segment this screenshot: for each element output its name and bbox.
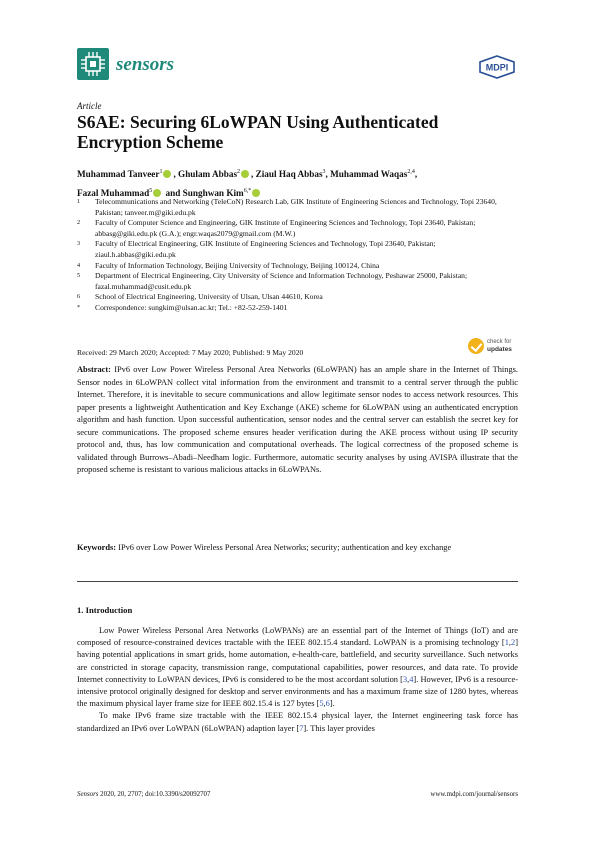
affiliation-item [77, 218, 517, 239]
text-run: ]. This layer provides [303, 723, 375, 733]
affiliation-list [77, 197, 517, 314]
correspondence-item [77, 303, 517, 314]
affiliation-item [77, 271, 517, 292]
affiliation-item [77, 197, 517, 218]
sensors-logo-icon [77, 48, 109, 80]
footer-citation [77, 791, 210, 798]
keywords [77, 542, 518, 555]
author[interactable]: Muhammad Waqas [330, 169, 408, 179]
citation-link[interactable]: 7 [299, 723, 304, 733]
checkmark-icon [468, 338, 484, 354]
footer-citation-text: 2020, 20, 2707; doi:10.3390/s20092707 [98, 791, 211, 798]
publication-dates: Received: 29 March 2020; Accepted: 7 May 2020; Published: 9 May 2020 [77, 348, 304, 357]
text-run: Low Power Wireless Personal Area Networks (LoWPANs) are an essential part of the Internet of Things (IoT) and are composed of resource-constrained devices tractable with the IEEE 802.15.4 standard. LoWPAN is a promising technology [ [77, 626, 518, 648]
mdpi-logo-text: MDPI [485, 62, 509, 73]
affiliation-number: 5 [77, 272, 81, 280]
text-run: , [323, 699, 326, 709]
abstract-label: Abstract: [77, 365, 111, 374]
text-run: , [407, 674, 410, 684]
correspondence-text: Correspondence: sungkim@ulsan.ac.kr; Tel.: +82-52-259-1401 [95, 302, 288, 312]
citation-link[interactable]: 5 [319, 699, 324, 709]
author-affiliation-sup: 6,* [243, 188, 252, 194]
citation-link[interactable]: 3 [402, 674, 408, 684]
footer-journal: Sensors [77, 791, 99, 798]
journal-header [77, 48, 517, 88]
author-affiliation-sup: 2,4 [407, 169, 415, 175]
affiliation-number: 1 [77, 198, 81, 205]
affiliation-item [77, 239, 517, 260]
author-separator: , [325, 169, 331, 179]
author-affiliation-sup: 3 [322, 169, 326, 175]
author-affiliation-sup: 5 [149, 188, 153, 194]
affiliation-item [77, 292, 517, 303]
introduction-body [77, 625, 518, 735]
text-run: To make IPv6 frame size tractable with the IEEE 802.15.4 physical layer, the Internet engineering task force has standardized an IPv6 over LoWPAN (6LoWPAN) adaption layer [ [77, 711, 518, 733]
keywords-label: Keywords: [77, 543, 117, 552]
affiliation-number: 4 [77, 261, 81, 269]
citation-link[interactable]: 2 [511, 638, 516, 648]
paper-title: S6AE: Securing 6LoWPAN Using Authenticated Encryption Scheme [77, 112, 439, 152]
affiliation-text: Department of Electrical Engineering, City University of Science and Information Technology, Peshawar 25000, Pakistan; fazal.muhammad@cusit.edu.pk [95, 271, 468, 291]
keywords-text: IPv6 over Low Power Wireless Personal Area Networks; security; authentication and key exchange [118, 543, 452, 552]
affiliation-number: 2 [77, 219, 81, 227]
citation-link[interactable]: 4 [409, 674, 414, 684]
orcid-icon[interactable] [163, 170, 171, 178]
author-affiliation-sup: 1 [159, 169, 163, 175]
section-divider [77, 581, 518, 582]
mdpi-logo-icon [477, 55, 517, 79]
affiliation-text: Faculty of Electrical Engineering, GIK Institute of Engineering Sciences and Technology, Topi 23640, Pakistan; ziaul.h.abbas@giki.edu.pk [95, 239, 436, 259]
journal-name: sensors [116, 54, 175, 75]
citation-link[interactable]: 6 [325, 699, 330, 709]
author[interactable]: Fazal Muhammad [77, 188, 150, 198]
orcid-icon[interactable] [153, 189, 161, 197]
affiliation-number: 3 [77, 240, 81, 248]
text-run: , [508, 638, 512, 648]
paragraph [77, 710, 518, 734]
check-updates-line2: updates [487, 346, 512, 353]
text-run: ]. [329, 699, 335, 709]
author[interactable]: Sunghwan Kim [182, 188, 244, 198]
paragraph [77, 625, 518, 710]
orcid-icon[interactable] [252, 189, 260, 197]
author[interactable]: Ghulam Abbas [178, 169, 238, 179]
affiliation-text: Faculty of Information Technology, Beijing University of Technology, Beijing 100124, China [95, 260, 380, 270]
text-run: ]. However, IPv6 is a resource-intensive protocol originally designed for desktop and server environments and has a maximum frame size of 1280 bytes, whereas the maximum physical layer frame size for IEEE 802.15.4 is 127 bytes [ [77, 674, 518, 709]
affiliation-text: Telecommunications and Networking (TeleCoN) Research Lab, GIK Institute of Engineering Sciences and Technology, Topi 23640, Pakistan; tanveer.m@giki.edu.pk [95, 197, 497, 217]
affiliation-text: Faculty of Computer Science and Engineering, GIK Institute of Engineering Sciences and Technology, Topi 23640, Pakistan; abbasg@giki.edu.pk (G.A.); engr.waqas2079@gmail.com (M.W.) [95, 218, 476, 238]
affiliation-number: * [77, 303, 81, 311]
affiliation-text: School of Electrical Engineering, University of Ulsan, Ulsan 44610, Korea [95, 292, 323, 302]
check-for-updates-badge[interactable] [468, 335, 518, 359]
author-separator: and [163, 188, 183, 198]
author-affiliation-sup: 2 [237, 169, 241, 175]
citation-link[interactable]: 1 [504, 638, 509, 648]
footer-url[interactable]: www.mdpi.com/journal/sensors [430, 791, 518, 798]
abstract-text: IPv6 over Low Power Wireless Personal Area Networks (6LoWPAN) has an ample share in the Internet of Things. Sensor nodes in 6LoWPAN collect vital information from the environment and transmit to a central server through the public Internet. Therefore, it is inevitable to secure communications and allow legitimate sensor nodes to access network resources. This paper presents a lightweight Authentication and Key Exchange (AKE) scheme for 6LoWPAN using an authenticated encryption algorithm and hash function. Upon successful authentication, sensor nodes and the central server can establish the secret key for secure communications. The proposed scheme ensures header verification during the AKE process without using IP security protocol and, thus, has low communication and computational overheads. The logical correctness of the proposed scheme is validated through Burrows–Abadi–Needham logic. Furthermore, automatic security analyses by using AVISPA illustrate that the proposed scheme is resistant to various malicious attacks in 6LoWPANs. [77, 365, 518, 475]
affiliation-number: 6 [77, 293, 81, 301]
article-type: Article [77, 101, 102, 111]
abstract [77, 364, 518, 477]
section-title: 1. Introduction [77, 605, 133, 615]
check-updates-line1: check for [487, 339, 512, 345]
author[interactable]: Muhammad Tanveer [77, 169, 160, 179]
orcid-icon[interactable] [241, 170, 249, 178]
author-separator: , [173, 169, 179, 179]
author-separator: , [251, 169, 256, 179]
affiliation-item [77, 261, 517, 272]
text-run: ] having potential applications in smart grids, home automation, e-health-care, battlefield, and security surveillance. Such networks are constricted in storage capacity, transmission range, computational capabilities, power resources, and data rate. To provide Internet connectivity to LoWPAN devices, IPv6 is considered to be the most accordant solution [ [77, 638, 518, 684]
author-separator: , [414, 169, 418, 179]
author[interactable]: Ziaul Haq Abbas [255, 169, 323, 179]
